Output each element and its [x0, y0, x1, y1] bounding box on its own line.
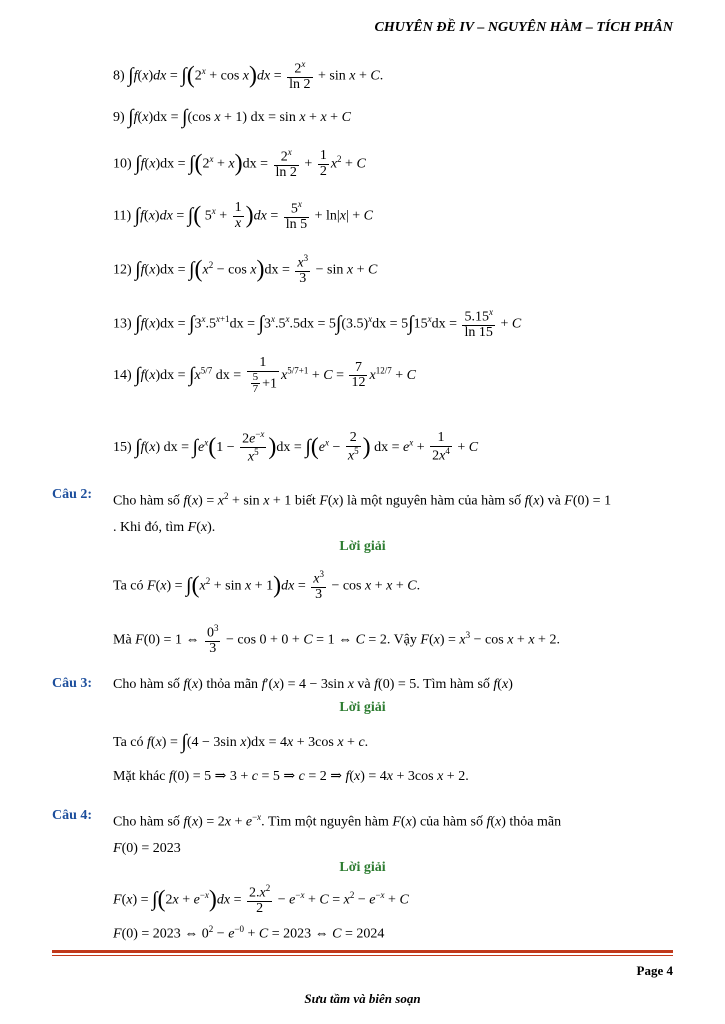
- question-2-label: Câu 2:: [52, 487, 93, 502]
- footer-divider-thin: [52, 955, 673, 956]
- solution-2-step-1: Ta có $F(x) = \int(x^2 + \sin x + 1)dx$ = $\frac{x^3}{3}$ − cos x + x + C.: [113, 569, 421, 603]
- question-3-text: Cho hàm số f(x) thỏa mãn f′(x) = 4 − 3sin x và f(0) = 5. Tìm hàm số f(x): [113, 677, 513, 692]
- question-2-text: Cho hàm số $f(x) = x^2 + \sin x + 1$ biết F(x) là một nguyên hàm của hàm số f(x) và F(0) = 1 . Khi đó, tìm F(x).: [113, 491, 612, 535]
- footer-divider: [52, 950, 673, 953]
- formula-13: 13) $\int f(x)dx = \int 3^x.5^{x+1}dx = \int 3^x.5^x.5dx = 5\int(3.5)^xdx = 5\int 15^xdx$ = $\frac{5.15^x}{\ln 15}$ + C: [113, 307, 522, 341]
- formula-12: 12) $\int f(x)dx = \int(x^2 - \cos x)dx$ = $\frac{x^3}{3}$ − sin x + C: [113, 253, 378, 287]
- question-4-text: Cho hàm số $f(x) = 2x + e^{-x}$. Tìm một nguyên hàm F(x) của hàm số f(x) thỏa mãn F(0) = 2023: [113, 812, 562, 856]
- solution-3-step-1: Ta có f(x) = ∫(4 − 3sin x)dx = 4x + 3cos x + c.: [113, 731, 369, 753]
- solution-4-step-2: F(0) = 2023 ⇔ $0^2 - e^{-0} + C = 2023$ ⇔ C = 2024: [113, 924, 385, 942]
- question-4-label: Câu 4:: [52, 808, 93, 823]
- solution-2-step-2: Mà F(0) = 1 ⇔ $\frac{0^3}{3}$ − cos 0 + 0 + C = 1 ⇔ C = 2. Vậy $F(x) = x^3 - \cos x + x + 2$.: [113, 623, 560, 657]
- formula-9: 9) ∫f(x)dx = ∫(cos x + 1) dx = sin x + x + C: [113, 106, 351, 128]
- solution-3-step-2: Mặt khác f(0) = 5 ⇒ 3 + c = 5 ⇒ c = 2 ⇒ f(x) = 4x + 3cos x + 2.: [113, 769, 469, 784]
- footer-credit: Sưu tầm và biên soạn: [304, 991, 421, 1006]
- formula-8: 8) $\int f(x)dx = \int(2^x + \cos x)dx$ = $\frac{2^x}{\ln 2}$ + sin x + C.: [113, 59, 384, 93]
- question-3-label: Câu 3:: [52, 676, 93, 691]
- formula-11: 11) ∫f(x)dx = ∫( $5^x$ + $\frac{1}{x}$ )dx = $\frac{5^x}{\ln 5}$ + ln|x| + C: [113, 199, 373, 233]
- formula-15: 15) ∫f(x) dx = $\int e^x(1$ − $\frac{2e^{-x}}{x^5}$ )$dx = \int(e^x$ − $\frac{2}{x^5}$ ) dx = $e^x$ + $\frac{1}{2x^4}$ + C: [113, 429, 479, 465]
- page-number: Page 4: [636, 963, 673, 978]
- solution-3-heading: Lời giải: [339, 700, 386, 715]
- formula-10: 10) $\int f(x)dx = \int(2^x + x)dx$ = $\frac{2^x}{\ln 2}$ + $\frac{1}{2}$ $x^2 + C$: [113, 147, 366, 181]
- formula-14: 14) $\int f(x)dx = \int x^{5/7}$ dx = 1 $\frac{5}{7}$ +1 $x^{5/7+1} + C$ = $\frac{7}{12}$ $x^{12/7} + C$: [113, 355, 416, 396]
- solution-4-heading: Lời giải: [339, 860, 386, 875]
- solution-2-heading: Lời giải: [339, 539, 386, 554]
- solution-4-step-1: $F(x) = \int(2x + e^{-x})dx$ = $\frac{2.x^2}{2}$ − $e^{-x} + C = x^2 - e^{-x} + C$: [113, 883, 409, 917]
- page-header: CHUYÊN ĐỀ IV – NGUYÊN HÀM – TÍCH PHÂN: [374, 20, 673, 35]
